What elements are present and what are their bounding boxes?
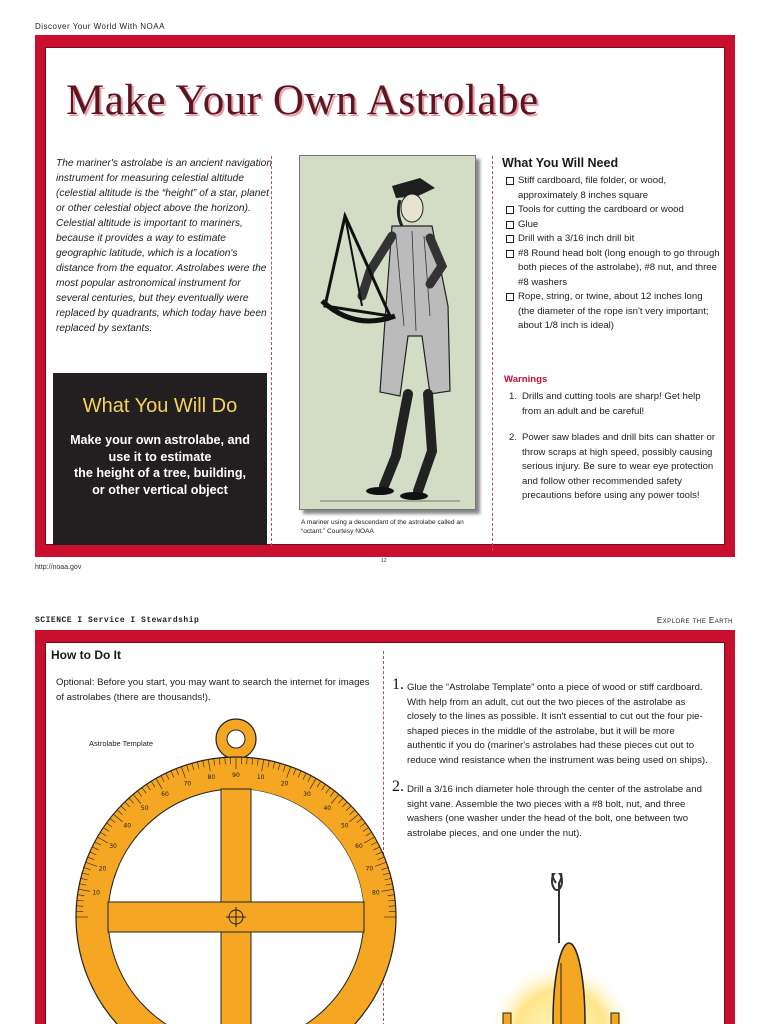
column-divider (492, 156, 493, 551)
checkbox-icon (506, 235, 514, 243)
scale-label: 50 (140, 805, 149, 813)
list-item: Stiff cardboard, file folder, or wood, approximately 8 inches square (502, 174, 720, 203)
step-1 (392, 676, 715, 768)
warning-item: 1. Drills and cutting tools are sharp! Get help from an adult and be careful! (509, 391, 701, 417)
step-text: Glue the “Astrolabe Template” onto a piece of wood or stiff cardboard. With help from an adult, cut out the two pieces of the astrolabe as closely to the lines as possible. It isn't essential to cut out the four pie-shaped pieces in the middle of the astrolabe, but it will be more authentic if you do (mariner's astrolabes had these pieces cut out to reduce wind resistance when the instrument was being used on ships). (407, 682, 708, 766)
checkbox-icon (506, 250, 514, 258)
assembled-astrolabe-illustration (461, 873, 661, 1024)
checkbox-icon (506, 206, 514, 214)
what-you-will-do-text: Make your own astrolabe, and use it to estimate the height of a tree, building, or other vertical object (70, 433, 250, 497)
page2-content (45, 642, 725, 1024)
scale-label: 20 (98, 865, 107, 873)
checkbox-icon (506, 221, 514, 229)
page1-header: Discover Your World With NOAA (35, 22, 165, 31)
template-label: Astrolabe Template (89, 739, 154, 748)
mariner-figure-icon (300, 156, 477, 511)
intro-paragraph: The mariner's astrolabe is an ancient navigation instrument for measuring celestial altitude (celestial altitude is the “height” of a star, planet or other celestial object above the horizon). Celestial altitude is important to mariners, because it provides a way to estimate geographic latitude, which is a location's distance from the equator. Astrolabes were the most popular astronomical instrument for several centuries, but they eventually were replaced by quadrants, which today have been replaced by sextants. (56, 158, 273, 334)
scale-label: 30 (109, 843, 117, 850)
scale-label: 80 (372, 889, 380, 897)
scale-label: 40 (123, 822, 132, 830)
step-number: 1. (392, 676, 404, 693)
list-item: #8 Round head bolt (long enough to go through both pieces of the astrolabe), #8 nut, and three #8 washers (502, 247, 720, 291)
scale-label: 70 (183, 780, 192, 788)
list-item: Rope, string, or twine, about 12 inches long (the diameter of the rope isn't very important; about 1/8 inch is ideal) (502, 290, 720, 334)
astrolabe-template-icon (71, 717, 401, 1024)
what-you-will-need-section (502, 156, 720, 334)
illustration-caption: A mariner using a descendant of the astrolabe called an “octant.” Courtesy NOAA (301, 519, 464, 535)
column-divider (271, 156, 272, 546)
warnings-list (504, 390, 720, 516)
scale-label: 70 (365, 865, 374, 873)
mariner-octant-illustration (299, 155, 476, 510)
what-you-will-need-heading: What You Will Need (502, 156, 619, 170)
warning-item: 2. Power saw blades and drill bits can shatter or throw scraps at high speed, possibly causing serious injury. Be sure to wear eye protection and follow other recommended safety precautions before using any power tools! (509, 432, 716, 501)
step-text: Drill a 3/16 inch diameter hole through the center of the astrolabe and sight vane. Assemble the two pieces with a #8 bolt, nut, and three washers (one washer under the head of the bolt, one between two astrolabe pieces, and one under the nut). (407, 784, 702, 839)
how-to-heading: How to Do It (51, 648, 121, 662)
scale-label: 40 (323, 805, 332, 813)
footer-url[interactable]: http://noaa.gov (35, 564, 82, 571)
step-2 (392, 778, 715, 841)
what-you-will-do-heading: What You Will Do (82, 395, 238, 417)
page-number: 12 (381, 558, 387, 564)
scale-label: 10 (256, 774, 265, 782)
page1-content (45, 47, 725, 545)
scale-label: 10 (92, 889, 100, 897)
what-you-will-do-box (53, 373, 267, 545)
checkbox-icon (506, 293, 514, 301)
list-item: Glue (502, 218, 720, 233)
step-number: 2. (392, 778, 404, 795)
page1-frame (35, 35, 735, 557)
scale-label: 90 (232, 772, 240, 779)
page2-header-left: SCIENCE I Service I Stewardship (35, 616, 200, 625)
scale-label: 60 (161, 791, 169, 799)
page2-header-right: Explore the Earth (656, 616, 733, 625)
checkbox-icon (506, 177, 514, 185)
list-item: Tools for cutting the cardboard or wood (502, 203, 720, 218)
astrolabe-template (71, 717, 401, 1024)
assembled-astrolabe-icon (461, 873, 661, 1024)
scale-label: 50 (340, 822, 349, 830)
warnings-heading: Warnings (504, 374, 548, 385)
scale-label: 30 (303, 791, 311, 799)
optional-note: Optional: Before you start, you may want to search the internet for images of astrolabes (there are thousands!). (56, 677, 370, 703)
scale-label: 80 (207, 774, 216, 782)
scale-label: 60 (355, 843, 363, 850)
list-item: Drill with a 3/16 inch drill bit (502, 232, 720, 247)
page2-frame (35, 630, 735, 1024)
scale-label: 20 (280, 780, 289, 788)
page-title: Make Your Own Astrolabe (66, 77, 539, 124)
